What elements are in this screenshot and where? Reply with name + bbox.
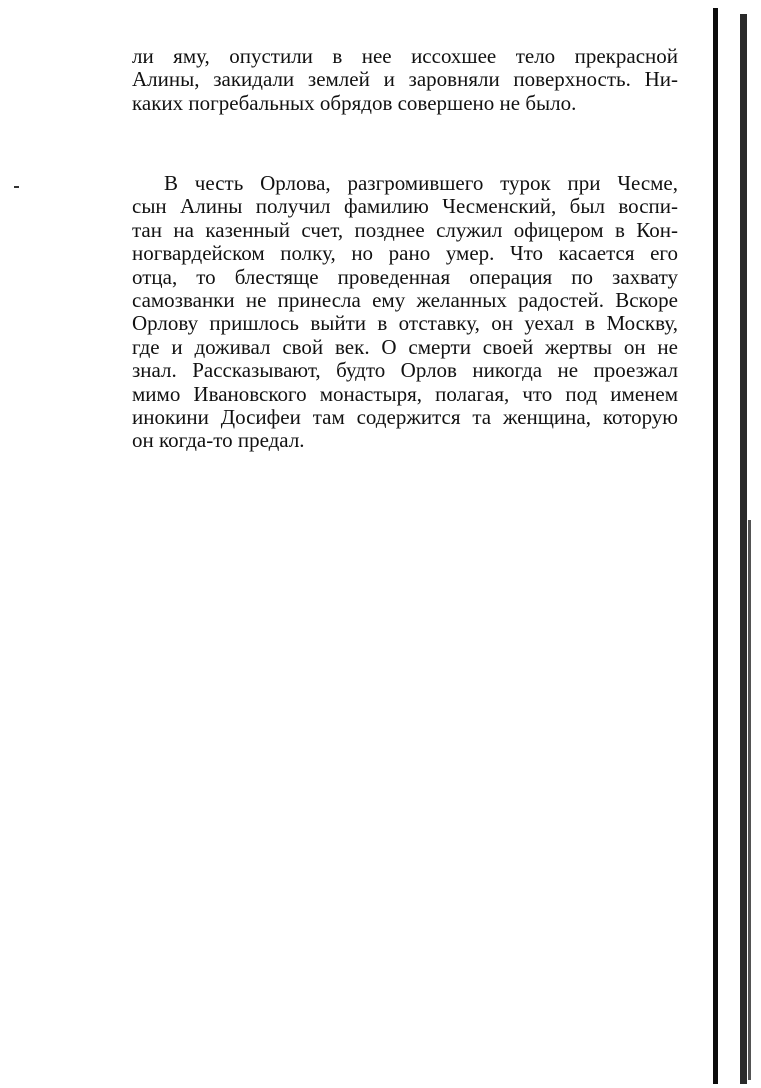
text-line: Орлову пришлось выйти в отставку, он уехал в Москву,: [132, 311, 678, 336]
scan-edge-line: [713, 8, 718, 1084]
paragraph-burial: [132, 45, 678, 115]
text-line: мимо Ивановского монастыря, полагая, что под именем: [132, 381, 678, 406]
text-line: он когда-то предал.: [132, 428, 305, 453]
text-line: где и доживал свой век. О смерти своей жертвы он не: [132, 334, 678, 359]
scan-edge-shadow: [748, 520, 751, 1080]
scan-edge-shadow: [740, 14, 747, 1084]
text-line: ли яму, опустили в нее иссохшее тело прекрасной: [132, 44, 678, 68]
text-line: каких погребальных обрядов совершено не было.: [132, 90, 577, 115]
text-line: самозванки не принесла ему желанных радостей. Вскоре: [132, 288, 678, 313]
text-line: Алины, закидали землей и заровняли поверхность. Ни-: [132, 67, 678, 92]
scan-speck: [14, 186, 19, 188]
text-line: инокини Досифеи там содержится та женщина, которую: [132, 405, 678, 430]
text-line: знал. Рассказывают, будто Орлов никогда не проезжал: [132, 358, 678, 383]
text-line: отца, то блестяще проведенная операция по захвату: [132, 264, 678, 289]
paragraph-chesmensky: [132, 172, 678, 453]
text-line: ногвардейском полку, но рано умер. Что касается его: [132, 241, 678, 266]
text-line: тан на казенный счет, позднее служил офицером в Кон-: [132, 217, 678, 242]
text-line: В честь Орлова, разгромившего турок при Чесме,: [164, 171, 678, 195]
text-line: сын Алины получил фамилию Чесменский, был воспи-: [132, 194, 678, 219]
